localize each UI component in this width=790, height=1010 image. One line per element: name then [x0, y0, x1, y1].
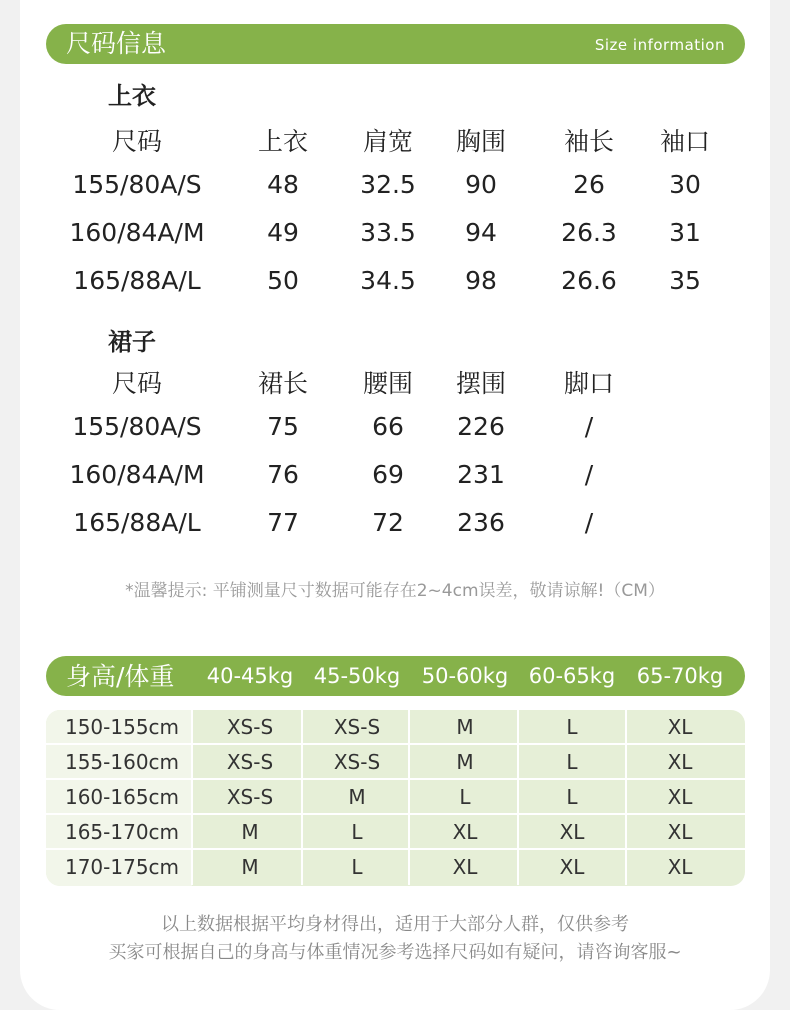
top-cell: 165/88A/L: [73, 266, 201, 295]
skirt-header-cell: 尺码: [111, 369, 163, 398]
size-cell: XL: [667, 855, 693, 879]
top-row: [0, 218, 790, 258]
skirt-row: [0, 508, 790, 548]
top-cell: 50: [267, 266, 299, 295]
skirt-header-cell: 脚口: [563, 369, 615, 398]
skirt-cell: 66: [372, 412, 404, 441]
size-cell: XL: [667, 750, 693, 774]
size-cell: XS-S: [333, 750, 381, 774]
top-cell: 34.5: [360, 266, 416, 295]
height-weight-row: [46, 815, 745, 850]
top-cell: 94: [465, 218, 497, 247]
top-cell: 49: [267, 218, 299, 247]
top-header-cell: 尺码: [111, 127, 163, 156]
size-cell: M: [456, 750, 474, 774]
top-header-cell: 袖口: [659, 127, 711, 156]
height-range-cell: 170-175cm: [64, 855, 180, 879]
size-cell: L: [459, 785, 471, 809]
size-cell: L: [566, 715, 578, 739]
height-range-cell: 160-165cm: [64, 785, 180, 809]
size-info-title: 尺码信息: [66, 29, 167, 58]
skirt-cell: 72: [372, 508, 404, 537]
top-cell: 26.6: [561, 266, 617, 295]
weight-column-header: 50-60kg: [421, 664, 509, 688]
size-cell: XS-S: [226, 785, 274, 809]
size-info-subtitle: Size information: [594, 36, 725, 54]
size-cell: XL: [667, 715, 693, 739]
height-weight-row: [46, 780, 745, 815]
skirt-row: [0, 412, 790, 452]
top-header-cell: 上衣: [257, 127, 309, 156]
skirt-cell: 155/80A/S: [72, 412, 202, 441]
top-cell: 26.3: [561, 218, 617, 247]
top-cell: 33.5: [360, 218, 416, 247]
top-header-cell: 肩宽: [362, 127, 414, 156]
skirt-row: [0, 460, 790, 500]
skirt-header-row: [0, 364, 790, 404]
top-cell: 30: [669, 170, 701, 199]
skirt-cell: 77: [267, 508, 299, 537]
skirt-header-cell: 裙长: [257, 369, 309, 398]
top-cell: 31: [669, 218, 701, 247]
top-section-title: 上衣: [108, 82, 156, 110]
skirt-cell: /: [584, 412, 594, 441]
footer-line-1: 以上数据根据平均身材得出，适用于大部分人群，仅供参考: [161, 914, 629, 935]
size-cell: M: [456, 715, 474, 739]
size-cell: L: [351, 820, 363, 844]
top-cell: 48: [267, 170, 299, 199]
weight-column-header: 65-70kg: [636, 664, 724, 688]
top-row: [0, 266, 790, 306]
size-cell: XL: [667, 785, 693, 809]
skirt-section-title: 裙子: [108, 328, 156, 356]
height-weight-title: 身高/体重: [66, 662, 175, 691]
weight-column-header: 40-45kg: [206, 664, 294, 688]
top-cell: 90: [465, 170, 497, 199]
size-cell: M: [241, 855, 259, 879]
height-weight-row: [46, 850, 745, 885]
top-header-cell: 袖长: [563, 127, 615, 156]
size-cell: XL: [452, 820, 478, 844]
weight-column-header: 45-50kg: [313, 664, 401, 688]
top-cell: 160/84A/M: [69, 218, 205, 247]
size-cell: M: [348, 785, 366, 809]
top-cell: 32.5: [360, 170, 416, 199]
size-cell: XL: [559, 820, 585, 844]
size-cell: L: [566, 785, 578, 809]
size-cell: L: [351, 855, 363, 879]
top-cell: 35: [669, 266, 701, 295]
measurement-note: *温馨提示: 平铺测量尺寸数据可能存在2~4cm误差，敬请谅解!（CM）: [125, 581, 665, 601]
skirt-cell: 231: [457, 460, 505, 489]
height-range-cell: 155-160cm: [64, 750, 180, 774]
skirt-cell: 226: [457, 412, 505, 441]
top-cell: 155/80A/S: [72, 170, 202, 199]
skirt-cell: 165/88A/L: [73, 508, 201, 537]
height-weight-banner: [46, 656, 745, 696]
height-range-cell: 165-170cm: [64, 820, 180, 844]
skirt-cell: 160/84A/M: [69, 460, 205, 489]
top-cell: 26: [573, 170, 605, 199]
height-range-cell: 150-155cm: [64, 715, 180, 739]
skirt-cell: /: [584, 508, 594, 537]
skirt-cell: 236: [457, 508, 505, 537]
skirt-header-cell: 摆围: [455, 369, 507, 398]
size-cell: XL: [559, 855, 585, 879]
skirt-cell: 75: [267, 412, 299, 441]
size-cell: XL: [452, 855, 478, 879]
size-cell: XL: [667, 820, 693, 844]
footer-line-2: 买家可根据自己的身高与体重情况参考选择尺码如有疑问，请咨询客服~: [108, 942, 682, 963]
size-cell: XS-S: [226, 750, 274, 774]
size-cell: XS-S: [333, 715, 381, 739]
top-row: [0, 170, 790, 210]
top-header-cell: 胸围: [455, 127, 507, 156]
skirt-cell: 69: [372, 460, 404, 489]
height-weight-row: [46, 745, 745, 780]
size-info-banner: [46, 24, 745, 64]
top-header-row: [0, 122, 790, 162]
top-cell: 98: [465, 266, 497, 295]
skirt-header-cell: 腰围: [362, 369, 414, 398]
weight-column-header: 60-65kg: [528, 664, 616, 688]
size-cell: XS-S: [226, 715, 274, 739]
height-weight-row: [46, 710, 745, 745]
skirt-cell: 76: [267, 460, 299, 489]
size-cell: M: [241, 820, 259, 844]
size-cell: L: [566, 750, 578, 774]
skirt-cell: /: [584, 460, 594, 489]
height-weight-grid: [46, 710, 745, 886]
